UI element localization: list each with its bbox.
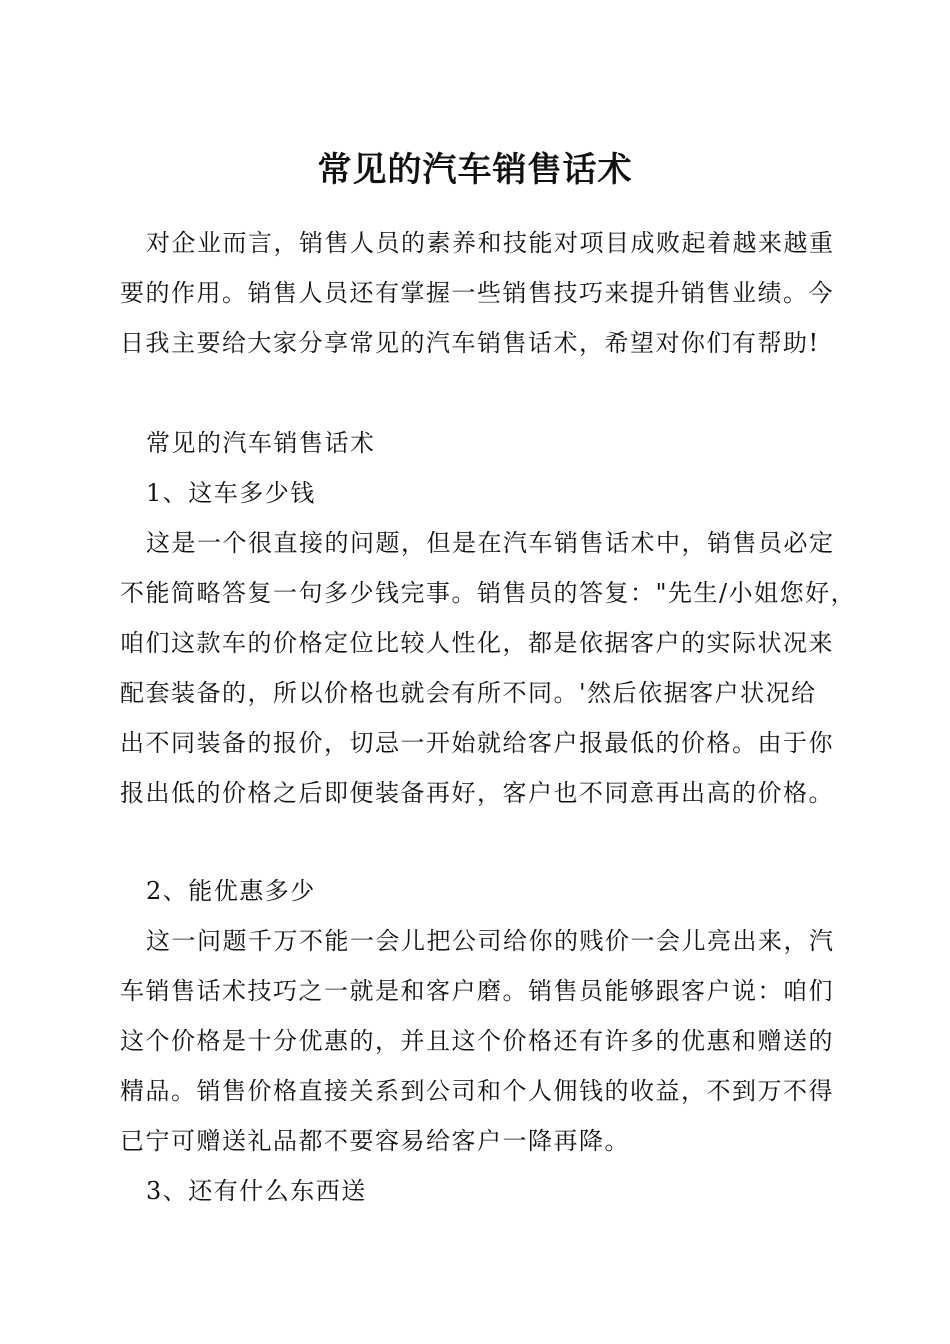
intro-line-2: 要的作用。销售人员还有掌握一些销售技巧来提升销售业绩。今	[120, 279, 834, 307]
section-2-line-4: 精品。销售价格直接关系到公司和个人佣钱的收益，不到万不得	[120, 1077, 834, 1105]
section-1-line-5: 出不同装备的报价，切忌一开始就给客户报最低的价格。由于你	[120, 729, 834, 757]
section-1-heading: 1、这车多少钱	[146, 479, 316, 507]
section-1-line-3: 咱们这款车的价格定位比较人性化，都是依据客户的实际状况来	[120, 629, 834, 657]
intro-line-3: 日我主要给大家分享常见的汽车销售话术，希望对你们有帮助!	[120, 329, 820, 357]
intro-line-1: 对企业而言，销售人员的素养和技能对项目成败起着越来越重	[146, 229, 835, 257]
section-3-heading: 3、还有什么东西送	[146, 1177, 367, 1205]
section-2-line-5: 已宁可赠送礼品都不要容易给客户一降再降。	[120, 1127, 630, 1155]
document-title: 常见的汽车销售话术	[317, 150, 633, 190]
section-2-line-1: 这一问题千万不能一会儿把公司给你的贱价一会儿亮出来，汽	[146, 927, 835, 955]
section-2-line-2: 车销售话术技巧之一就是和客户磨。销售员能够跟客户说：咱们	[120, 977, 834, 1005]
section-2-line-3: 这个价格是十分优惠的，并且这个价格还有许多的优惠和赠送的	[120, 1027, 834, 1055]
section-1-line-1: 这是一个很直接的问题，但是在汽车销售话术中，销售员必定	[146, 529, 835, 557]
section-1-line-2: 不能简略答复一句多少钱完事。销售员的答复："先生/小姐您好，	[120, 579, 857, 607]
section-1-line-6: 报出低的价格之后即便装备再好，客户也不同意再出高的价格。	[120, 779, 834, 807]
section-subtitle: 常见的汽车销售话术	[146, 429, 376, 457]
section-2-heading: 2、能优惠多少	[146, 877, 316, 905]
section-1-line-4: 配套装备的，所以价格也就会有所不同。'然后依据客户状况给	[120, 679, 817, 707]
